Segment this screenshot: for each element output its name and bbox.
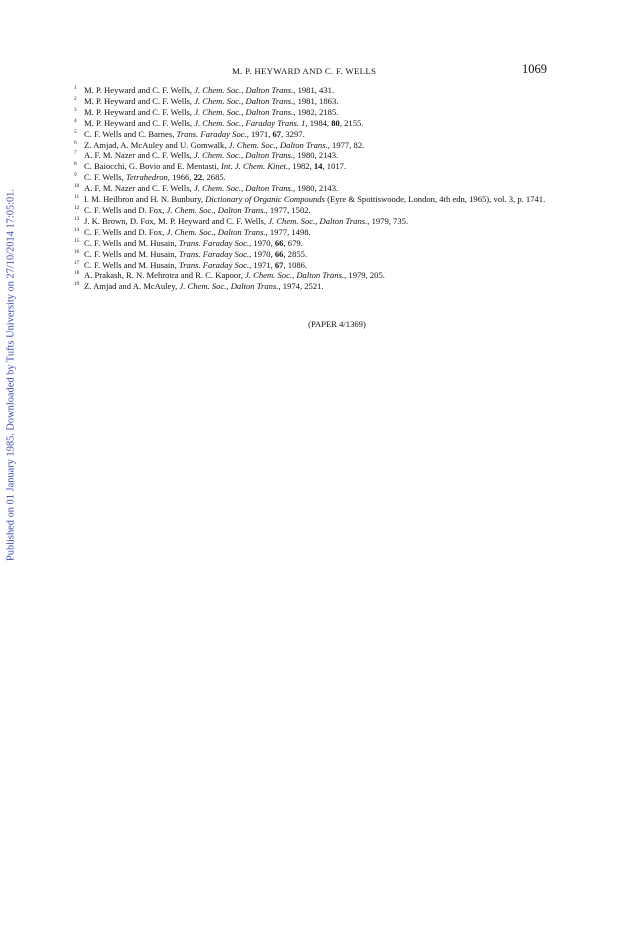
reference-journal: Int. J. Chem. Kinet. [221, 161, 289, 172]
reference-number: 18 [74, 270, 80, 277]
reference-item [74, 227, 574, 238]
reference-number: 12 [74, 204, 80, 211]
reference-journal: J. Chem. Soc., Dalton Trans. [166, 226, 266, 237]
reference-segment: M. P. Heyward and C. F. Wells, [84, 85, 195, 95]
reference-segment: , 1981, 431. [293, 85, 335, 95]
reference-segment: , 1982, 2185. [293, 106, 339, 117]
reference-segment: I. M. Heilbron and H. N. Bunbury, [84, 194, 206, 205]
reference-segment: C. F. Wells and D. Fox, [84, 226, 167, 237]
reference-item [74, 216, 574, 227]
reference-number: 5 [74, 128, 77, 135]
reference-journal: J. Chem. Soc., Dalton Trans. [194, 95, 294, 106]
reference-segment: M. P. Heyward and C. F. Wells, [84, 117, 195, 128]
reference-segment: , 1971, [246, 128, 273, 139]
reference-text [84, 96, 338, 106]
running-head: M. P. HEYWARD AND C. F. WELLS [232, 66, 377, 76]
reference-segment: , 1977, 1502. [265, 204, 311, 215]
reference-text [84, 270, 385, 280]
page-number: 1069 [522, 62, 547, 76]
reference-item [74, 107, 574, 118]
reference-text [84, 238, 303, 248]
reference-number: 4 [74, 117, 77, 124]
reference-number: 14 [74, 226, 80, 233]
reference-text [84, 172, 226, 182]
reference-text [84, 107, 338, 117]
reference-segment: A. F. M. Nazer and C. F. Wells, [84, 150, 194, 161]
reference-text [84, 260, 307, 270]
reference-text [84, 129, 305, 139]
reference-text [84, 281, 324, 291]
reference-item [74, 183, 574, 194]
reference-number: 7 [74, 150, 77, 157]
reference-segment: (Eyre & Spottiswoode, London, 4th edn, 1965), vol. 3, p. 1741. [324, 194, 546, 205]
reference-volume: 80 [331, 117, 340, 128]
reference-journal: Tetrahedron [125, 172, 168, 183]
reference-text [84, 161, 346, 171]
reference-segment: , 1017. [322, 161, 347, 172]
reference-segment: , 2685. [202, 172, 226, 183]
paper-id: (PAPER 4/1369) [308, 319, 366, 329]
reference-item [74, 129, 574, 140]
reference-segment: , 2855. [283, 248, 308, 259]
reference-item [74, 140, 574, 151]
reference-journal: J. Chem. Soc., Dalton Trans. [245, 270, 345, 281]
reference-journal: Trans. Faraday Soc. [178, 259, 250, 270]
reference-number: 6 [74, 139, 77, 146]
reference-number: 16 [74, 248, 80, 255]
reference-volume: 22 [193, 172, 203, 183]
reference-item [74, 270, 574, 281]
reference-volume: 14 [313, 161, 323, 172]
reference-segment: C. F. Wells and M. Husain, [84, 259, 179, 270]
reference-segment: C. F. Wells and D. Fox, [84, 204, 167, 215]
reference-item [74, 249, 574, 260]
reference-journal: J. Chem. Soc., Dalton Trans. [194, 85, 294, 95]
reference-number: 19 [74, 281, 80, 288]
reference-text [84, 85, 334, 95]
reference-segment: C. F. Wells and C. Barnes, [84, 128, 177, 139]
reference-number: 11 [74, 194, 80, 201]
reference-text [84, 118, 363, 128]
reference-segment: , 1977, 1498. [265, 226, 311, 237]
reference-item [74, 118, 574, 129]
reference-item [74, 238, 574, 249]
reference-segment: , 1977, 82. [327, 139, 365, 150]
reference-volume: 66 [274, 248, 284, 259]
reference-segment: , 1086. [283, 259, 308, 270]
reference-segment: , 1966, [167, 172, 194, 183]
reference-segment: J. K. Brown, D. Fox, M. P. Heyward and C. F. Wells, [84, 215, 269, 226]
reference-segment: Z. Amjad, A. McAuley and U. Gomwalk, [84, 139, 229, 150]
reference-segment: C. F. Wells and M. Husain, [84, 248, 179, 259]
reference-volume: 67 [272, 128, 282, 139]
reference-number: 1 [74, 85, 77, 91]
reference-number: 2 [74, 95, 77, 102]
reference-number: 8 [74, 161, 77, 168]
reference-segment: C. Baiocchi, G. Bovio and E. Mentasti, [84, 161, 222, 172]
reference-item [74, 281, 574, 292]
reference-item [74, 161, 574, 172]
reference-text [84, 227, 311, 237]
reference-segment: , 1984, [305, 117, 332, 128]
reference-text [84, 216, 408, 226]
reference-segment: , 1980, 2143. [293, 150, 339, 161]
reference-journal: Dictionary of Organic Compounds [205, 194, 325, 205]
reference-segment: , 3297. [281, 128, 305, 139]
reference-journal: Trans. Faraday Soc. [178, 248, 250, 259]
reference-journal: J. Chem. Soc., Dalton Trans. [193, 150, 294, 161]
reference-segment: , 1971, [249, 259, 275, 270]
reference-list [74, 85, 574, 292]
reference-item [74, 194, 574, 205]
paper-id-line [0, 319, 624, 329]
reference-segment: , 1970, [249, 248, 275, 259]
reference-segment: , 1974, 2521. [278, 281, 324, 292]
publication-side-note [2, 170, 20, 580]
reference-segment: , 1981, 1863. [293, 95, 339, 106]
reference-text [84, 140, 364, 150]
reference-text [84, 183, 338, 193]
reference-number: 10 [74, 183, 80, 190]
reference-segment: M. P. Heyward and C. F. Wells, [84, 106, 195, 117]
reference-journal: Trans. Faraday Soc. [176, 128, 247, 139]
reference-segment: A. Prakash, R. N. Mehrotra and R. C. Kapoor, [84, 270, 246, 281]
reference-number: 17 [74, 259, 80, 266]
reference-item [74, 172, 574, 183]
reference-journal: J. Chem. Soc., Dalton Trans. [179, 281, 279, 292]
reference-segment: , 1979, 205. [344, 270, 385, 281]
reference-segment: Z. Amjad and A. McAuley, [84, 281, 180, 292]
reference-segment: , 679. [283, 237, 303, 248]
reference-item [74, 205, 574, 216]
reference-item [74, 96, 574, 107]
reference-journal: J. Chem. Soc., Dalton Trans. [166, 204, 266, 215]
side-note-text: Published on 01 January 1985. Downloaded by Tufts University on 27/10/2014 17:05:01. [5, 188, 17, 562]
reference-volume: 66 [274, 237, 284, 248]
reference-segment: , 1970, [249, 237, 275, 248]
reference-segment: , 2155. [339, 117, 364, 128]
reference-number: 9 [74, 172, 77, 179]
reference-number: 13 [74, 215, 80, 222]
reference-journal: J. Chem. Soc., Faraday Trans. 1 [194, 117, 306, 128]
reference-item [74, 260, 574, 271]
reference-journal: J. Chem. Soc., Dalton Trans. [228, 139, 328, 150]
reference-segment: , 1982, [288, 161, 314, 172]
reference-segment: , 1979, 735. [367, 215, 409, 226]
reference-journal: J. Chem. Soc., Dalton Trans. [194, 106, 294, 117]
reference-segment: M. P. Heyward and C. F. Wells, [84, 95, 195, 106]
reference-segment: C. F. Wells and M. Husain, [84, 237, 179, 248]
reference-volume: 67 [274, 259, 284, 270]
reference-journal: J. Chem. Soc., Dalton Trans. [268, 215, 368, 226]
reference-journal: J. Chem. Soc., Dalton Trans. [193, 183, 294, 194]
reference-segment: , 1980, 2143. [293, 183, 339, 194]
reference-text [84, 194, 545, 204]
reference-item [74, 85, 574, 96]
reference-text [84, 205, 311, 215]
reference-number: 15 [74, 237, 80, 244]
reference-segment: A. F. M. Nazer and C. F. Wells, [84, 183, 194, 194]
reference-text [84, 150, 338, 160]
reference-number: 3 [74, 106, 77, 113]
reference-item [74, 150, 574, 161]
reference-segment: C. F. Wells, [84, 172, 126, 183]
reference-text [84, 249, 307, 259]
reference-journal: Trans. Faraday Soc. [178, 237, 250, 248]
